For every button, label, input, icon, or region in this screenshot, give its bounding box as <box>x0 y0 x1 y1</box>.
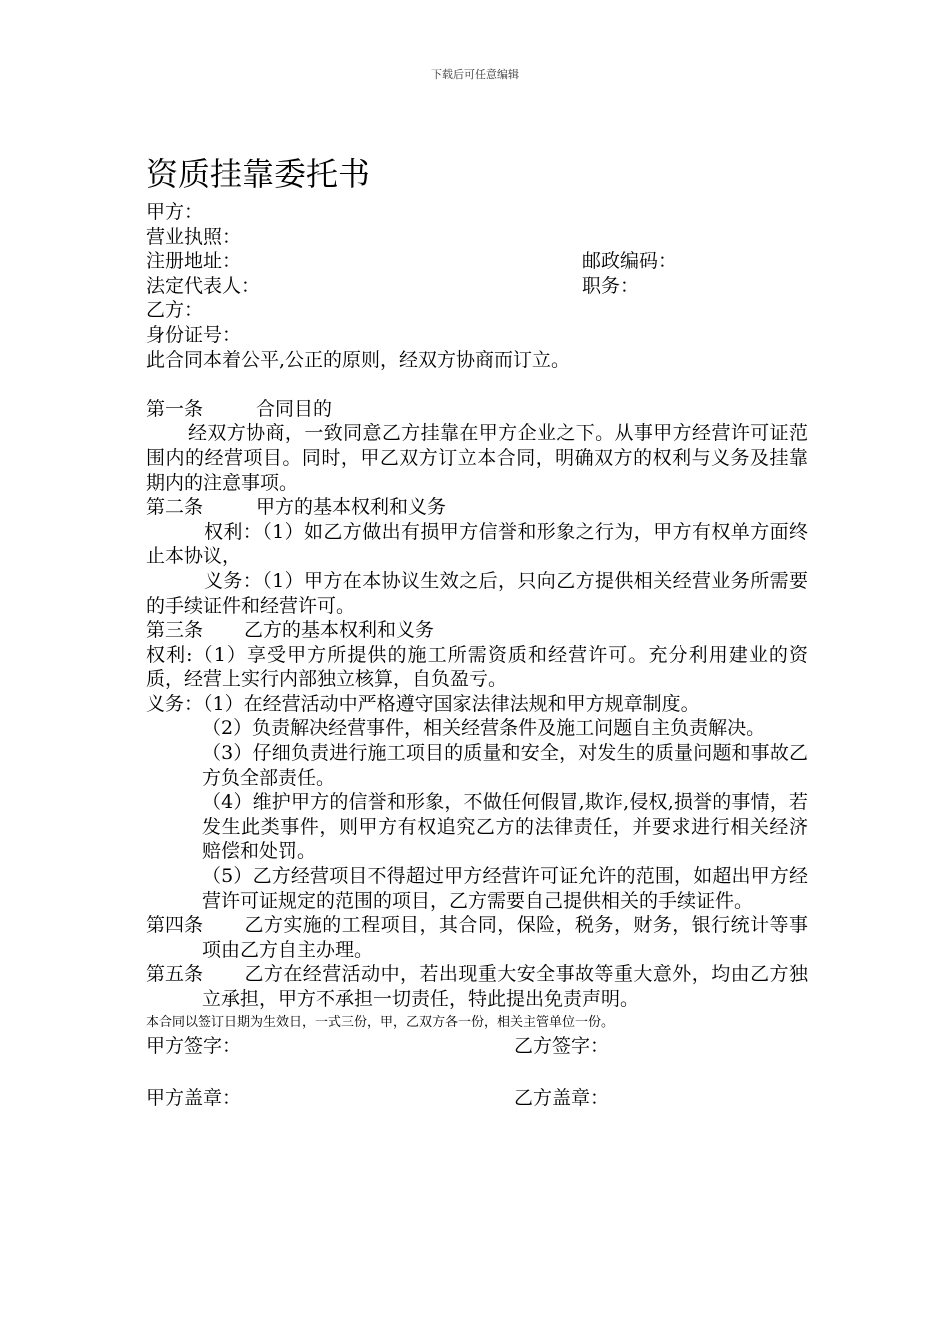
article-1-number: 第一条 <box>146 397 204 420</box>
spacer <box>146 372 808 397</box>
article-3-heading <box>146 618 808 643</box>
field-id-number: 身份证号： <box>146 323 242 346</box>
article-5 <box>146 962 808 1011</box>
article-2-duties: 义务：（1）甲方在本协议生效之后，只向乙方提供相关经营业务所需要的手续证件和经营许可。 <box>146 569 808 617</box>
field-legal-rep: 法定代表人： <box>146 274 261 297</box>
seal-row <box>146 1086 808 1111</box>
article-2-number: 第二条 <box>146 496 204 519</box>
party-a-seal-label: 甲方盖章： <box>146 1087 242 1110</box>
article-5-number: 第五条 <box>146 963 204 986</box>
field-business-license: 营业执照： <box>146 225 242 248</box>
signature-row <box>146 1034 808 1059</box>
article-2-title: 甲方的基本权利和义务 <box>256 496 447 519</box>
party-a-signature-label: 甲方签字： <box>146 1034 242 1057</box>
field-row-legal-rep <box>146 274 808 299</box>
article-5-body: 乙方在经营活动中，若出现重大安全事故等重大意外，均由乙方独立承担，甲方不承担一切责任，特此提出免责声明。 <box>202 963 808 1010</box>
party-b-signature-label: 乙方签字： <box>514 1034 610 1057</box>
article-3-duties-5: （5）乙方经营项目不得超过甲方经营许可证允许的范围，如超出甲方经营许可证规定的范围的项目，乙方需要自己提供相关的手续证件。 <box>202 865 808 912</box>
page-header-note: 下载后可任意编辑 <box>431 68 519 81</box>
intro-text: 此合同本着公平,公正的原则，经双方协商而订立。 <box>146 348 571 371</box>
field-party-b: 乙方： <box>146 299 204 322</box>
article-2-rights: 权利：（1）如乙方做出有损甲方信誉和形象之行为，甲方有权单方面终止本协议， <box>146 520 808 568</box>
article-3-title: 乙方的基本权利和义务 <box>244 619 435 642</box>
field-postal-code: 邮政编码： <box>582 250 678 273</box>
party-b-seal-label: 乙方盖章： <box>514 1087 610 1110</box>
article-3-duties-1: 义务：（1）在经营活动中严格遵守国家法律法规和甲方规章制度。 <box>146 692 700 715</box>
field-registered-address: 注册地址： <box>146 250 242 273</box>
document-title: 资质挂靠委托书 <box>146 155 371 193</box>
article-3-number: 第三条 <box>146 619 204 642</box>
article-3-duties-4: （4）维护甲方的信誉和形象，不做任何假冒,欺诈,侵权,损誉的事情，若发生此类事件，则甲方有权追究乙方的法律责任，并要求进行相关经济赔偿和处罚。 <box>202 791 808 863</box>
article-4 <box>146 913 808 962</box>
article-1-body: 经双方协商，一致同意乙方挂靠在甲方企业之下。从事甲方经营许可证范围内的经营项目。同时，甲乙双方订立本合同，明确双方的权利与义务及挂靠期内的注意事项。 <box>146 422 808 494</box>
article-4-number: 第四条 <box>146 914 204 937</box>
spacer <box>146 1058 808 1086</box>
article-2-heading <box>146 495 808 520</box>
field-row-address <box>146 249 808 274</box>
closing-note: 本合同以签订日期为生效日，一式三份，甲，乙双方各一份，相关主管单位一份。 <box>146 1014 615 1030</box>
article-1-title: 合同目的 <box>256 397 333 420</box>
article-4-body: 乙方实施的工程项目，其合同，保险，税务，财务，银行统计等事项由乙方自主办理。 <box>202 914 808 961</box>
field-position: 职务： <box>582 274 640 297</box>
article-1-heading <box>146 397 808 422</box>
article-3-duties-3: （3）仔细负责进行施工项目的质量和安全，对发生的质量问题和事故乙方负全部责任。 <box>202 742 808 789</box>
article-3-duties-2: （2）负责解决经营事件，相关经营条件及施工问题自主负责解决。 <box>202 717 766 740</box>
document-body <box>146 200 808 1111</box>
field-party-a: 甲方： <box>146 201 204 223</box>
article-3-rights: 权利:（1）享受甲方所提供的施工所需资质和经营许可。充分利用建业的资质，经营上实行内部独立核算，自负盈亏。 <box>146 643 808 691</box>
